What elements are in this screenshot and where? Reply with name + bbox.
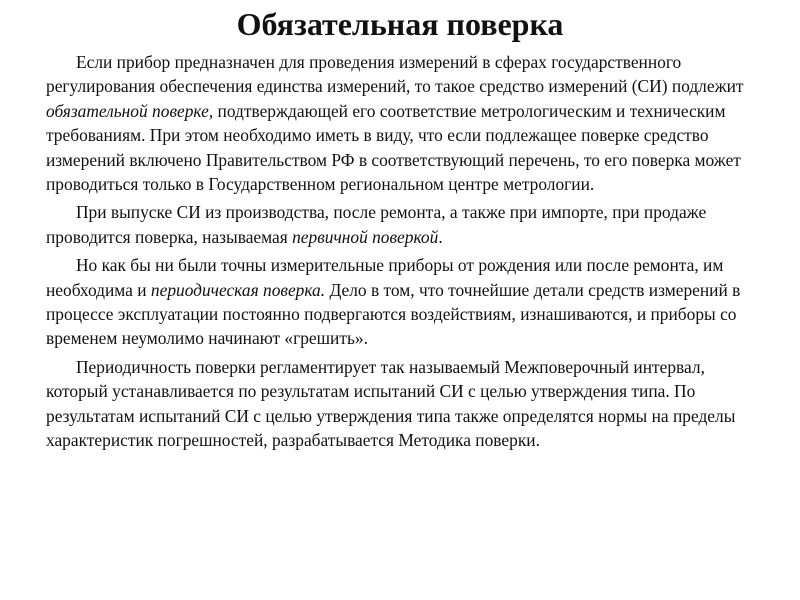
paragraph-mandatory-verification bbox=[46, 50, 762, 196]
paragraph-text: Если прибор предназначен для проведения измерений в сферах государственного регулирования обеспечения единства измерений, то такое средство измерений (СИ) подлежит bbox=[46, 52, 744, 97]
emphasis-term: обязательной поверке, bbox=[46, 100, 214, 121]
slide-body bbox=[46, 50, 762, 457]
emphasis-term: первичной поверкой bbox=[292, 226, 439, 247]
paragraph-text: При выпуске СИ из производства, после ремонта, а также при импорте, при продаже проводится поверка, называемая bbox=[46, 202, 707, 247]
slide-title: Обязательная поверка bbox=[236, 6, 564, 42]
paragraph-periodic-verification bbox=[46, 253, 762, 351]
emphasis-term: периодическая поверка. bbox=[150, 279, 326, 300]
paragraph-text: Периодичность поверки регламентирует так называемый Межповерочный интервал, который устанавливается по результатам испытаний СИ с целью утверждения типа. По результатам испытаний СИ с целью утверждения типа также определятся нормы на пределы характеристик погрешностей, разрабатывается Методика поверки. bbox=[46, 356, 736, 451]
paragraph-verification-interval bbox=[46, 355, 762, 453]
paragraph-text: Дело в том, что точнейшие детали средств измерений в процессе эксплуатации постоянно подвергаются воздействиям, изнашиваются, и приборы со временем неумолимо начинают «грешить». bbox=[46, 279, 741, 349]
paragraph-primary-verification bbox=[46, 200, 762, 249]
paragraph-text: . bbox=[438, 226, 443, 247]
paragraph-text: Но как бы ни были точны измерительные приборы от рождения или после ремонта, им необходима и bbox=[46, 255, 724, 300]
paragraph-text: подтверждающей его соответствие метрологическим и техническим требованиям. При этом необходимо иметь в виду, что если подлежащее поверке средство измерений включено Правительством РФ в соответствующий перечень, то его поверка может проводиться только в Государственном региональном центре метрологии. bbox=[46, 100, 741, 195]
